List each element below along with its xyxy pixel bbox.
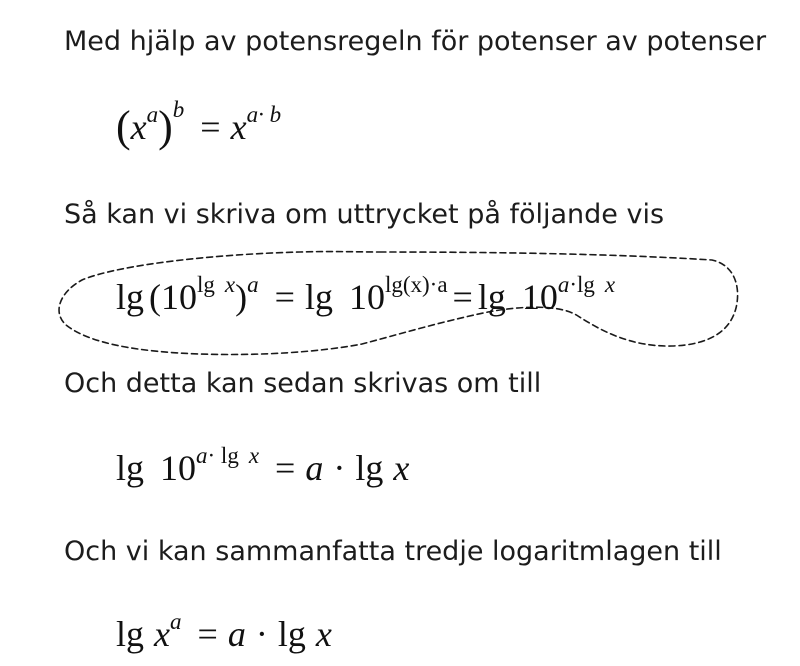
formula-ten: 10 xyxy=(160,448,197,488)
formula-lg-1: lg xyxy=(116,448,145,488)
formula-x: x xyxy=(154,614,170,654)
formula-lg-2: lg xyxy=(304,277,333,317)
formula-outer-exponent-a: a xyxy=(247,272,259,297)
formula-exponent-a-lg-x: a·lg x xyxy=(557,272,616,297)
paragraph-power-rule-intro: Med hjälp av potensregeln för potenser av potenser xyxy=(64,26,767,57)
paragraph-summary: Och vi kan sammanfatta tredje logaritmlagen till xyxy=(64,536,722,567)
formula-equals: = xyxy=(200,107,221,147)
formula-open-paren: ( xyxy=(116,102,131,151)
formula-equals: = xyxy=(275,448,296,488)
formula-close-paren: ) xyxy=(158,102,173,151)
formula-dot: · xyxy=(255,614,268,654)
formula-lg-3: lg xyxy=(477,277,506,317)
formula-close-paren-2: ) xyxy=(235,277,248,317)
formula-lg-1: lg xyxy=(116,277,145,317)
formula-x: x xyxy=(393,448,410,488)
formula-exponent: a· lg x xyxy=(196,443,260,468)
formula-lg-2: lg xyxy=(355,448,384,488)
formula-a: a xyxy=(227,614,246,654)
formula-x2: x xyxy=(315,614,332,654)
formula-ten-2: 10 xyxy=(348,277,385,317)
formula-exponent-lg-x: lg x xyxy=(197,272,236,297)
formula-inner-exponent: a xyxy=(146,102,159,127)
formula-paren-ten: (10 xyxy=(149,277,198,317)
paragraph-rewrite-intro: Så kan vi skriva om uttrycket på följande vis xyxy=(64,199,665,230)
formula-log-power xyxy=(116,443,410,495)
formula-ten-3: 10 xyxy=(521,277,558,317)
formula-a: a xyxy=(305,448,324,488)
formula-outer-exponent: b xyxy=(172,97,185,122)
formula-equals-2: = xyxy=(452,277,473,317)
formula-base: x xyxy=(130,107,147,147)
formula-third-log-law xyxy=(116,609,332,661)
formula-exponent: a xyxy=(170,609,182,634)
paragraph-then-rewrite: Och detta kan sedan skrivas om till xyxy=(64,368,542,399)
formula-rhs-base: x xyxy=(230,107,247,147)
formula-equals: = xyxy=(197,614,218,654)
formula-lg-2: lg xyxy=(277,614,306,654)
formula-lg-1: lg xyxy=(116,614,145,654)
formula-exponent-lg-x-a: lg(x)·a xyxy=(384,272,448,297)
formula-power-of-power xyxy=(116,97,282,154)
formula-rewrite-chain xyxy=(116,272,616,324)
formula-dot: · xyxy=(333,448,346,488)
formula-equals-1: = xyxy=(274,277,295,317)
formula-rhs-exponent: a· b xyxy=(246,102,282,127)
